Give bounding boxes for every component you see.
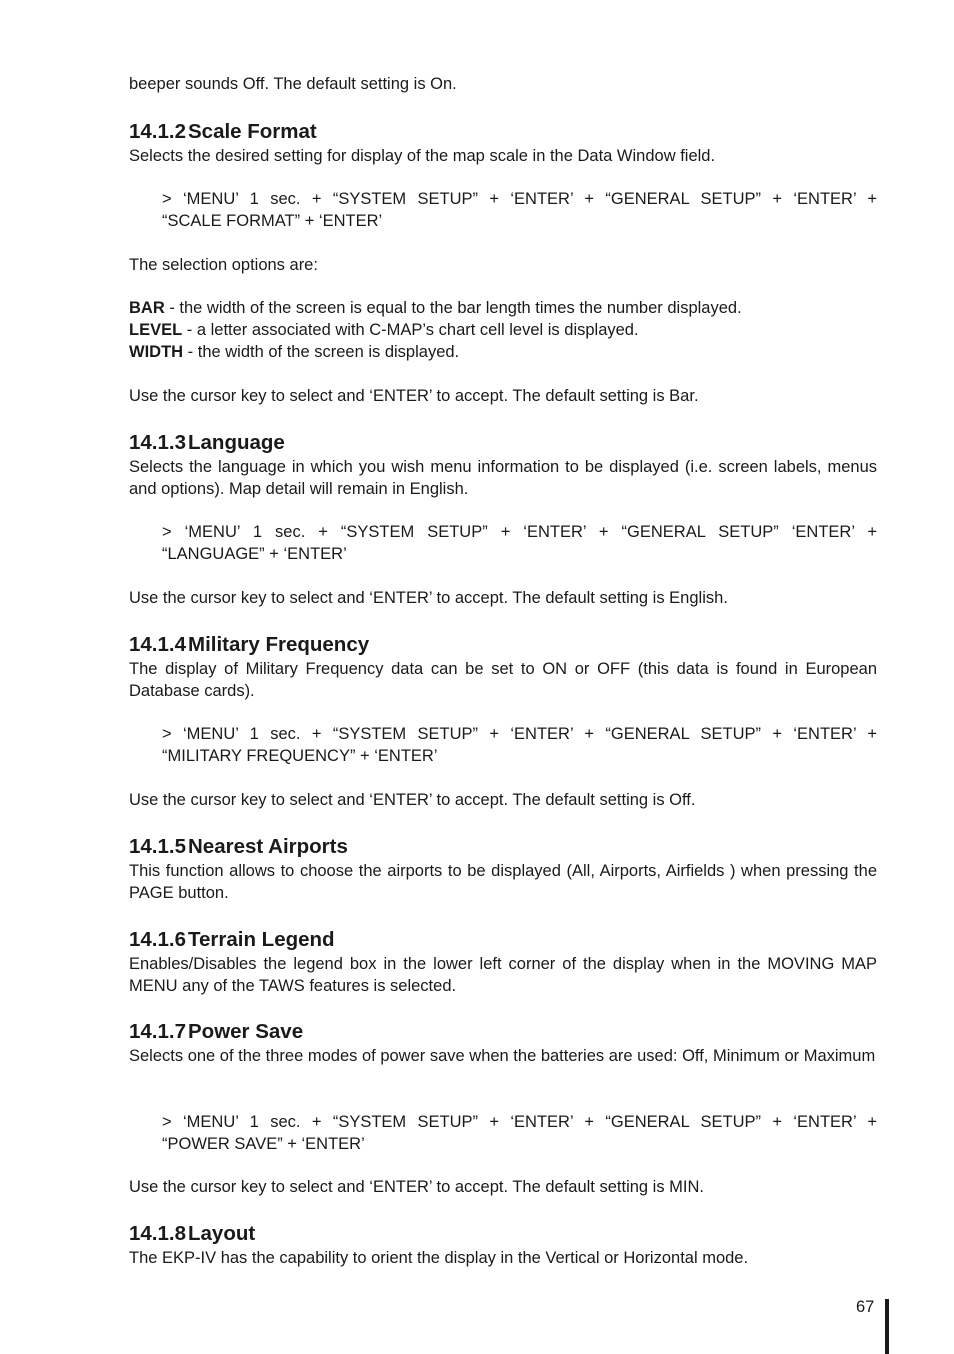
heading-military-frequency: [129, 633, 369, 657]
section-title: Nearest Airports: [188, 835, 348, 858]
section-title: Power Save: [188, 1020, 304, 1043]
power-save-default: Use the cursor key to select and ‘ENTER’ to accept. The default setting is MIN.: [129, 1178, 705, 1196]
heading-terrain-legend: [129, 928, 335, 952]
military-frequency-command: [162, 723, 877, 767]
section-title: Layout: [188, 1222, 256, 1245]
heading-language: [129, 431, 285, 455]
option-bar: [129, 297, 877, 319]
option-term: LEVEL: [129, 321, 183, 339]
scale-format-command: [162, 188, 877, 232]
layout-desc: The EKP-IV has the capability to orient the display in the Vertical or Horizontal mode.: [129, 1249, 749, 1267]
option-text: - the width of the screen is equal to the bar length times the number displayed.: [164, 299, 742, 317]
section-title: Language: [188, 431, 285, 454]
section-number: 14.1.8: [129, 1222, 186, 1245]
section-number: 14.1.3: [129, 431, 186, 454]
scale-format-options-intro: The selection options are:: [129, 256, 318, 274]
command-line-1: > ‘MENU’ 1 sec. + “SYSTEM SETUP” + ‘ENTER’ + “GENERAL SETUP” ‘ENTER’ +: [162, 523, 877, 541]
command-line-2: “SCALE FORMAT” + ‘ENTER’: [162, 212, 383, 230]
power-save-desc: Selects one of the three modes of power save when the batteries are used: Off, Minimum or Maximum: [129, 1047, 876, 1065]
section-number: 14.1.6: [129, 928, 186, 951]
command-line-2: “MILITARY FREQUENCY” + ‘ENTER’: [162, 747, 438, 765]
terrain-legend-desc: Enables/Disables the legend box in the lower left corner of the display when in the MOVING MAP MENU any of the TAWS features is selected.: [129, 955, 877, 995]
heading-nearest-airports: [129, 835, 348, 859]
command-line-2: “LANGUAGE” + ‘ENTER’: [162, 545, 347, 563]
heading-layout: [129, 1222, 255, 1246]
language-default: Use the cursor key to select and ‘ENTER’ to accept. The default setting is English.: [129, 589, 728, 607]
option-term: BAR: [129, 299, 165, 317]
section-title: Military Frequency: [188, 633, 370, 656]
option-text: - the width of the screen is displayed.: [183, 343, 460, 361]
option-level: [129, 319, 877, 341]
command-line-2: “POWER SAVE” + ‘ENTER’: [162, 1135, 365, 1153]
scale-format-default: Use the cursor key to select and ‘ENTER’ to accept. The default setting is Bar.: [129, 387, 699, 405]
page-edge-bar: [885, 1299, 889, 1354]
nearest-airports-desc: This function allows to choose the airports to be displayed (All, Airports, Airfields ) when pressing the PAGE button.: [129, 862, 877, 902]
intro-tail: beeper sounds Off. The default setting is On.: [129, 75, 457, 93]
section-number: 14.1.7: [129, 1020, 186, 1043]
language-command: [162, 521, 877, 565]
section-title: Scale Format: [188, 120, 317, 143]
military-frequency-default: Use the cursor key to select and ‘ENTER’ to accept. The default setting is Off.: [129, 791, 696, 809]
page-number: 67: [856, 1298, 875, 1316]
command-line-1: > ‘MENU’ 1 sec. + “SYSTEM SETUP” + ‘ENTER’ + “GENERAL SETUP” + ‘ENTER’ +: [162, 190, 877, 208]
section-title: Terrain Legend: [188, 928, 335, 951]
option-text: - a letter associated with C-MAP’s chart cell level is displayed.: [182, 321, 639, 339]
scale-format-desc: Selects the desired setting for display of the map scale in the Data Window field.: [129, 147, 716, 165]
option-term: WIDTH: [129, 343, 184, 361]
military-frequency-desc: The display of Military Frequency data can be set to ON or OFF (this data is found in European Database cards).: [129, 660, 877, 700]
command-line-1: > ‘MENU’ 1 sec. + “SYSTEM SETUP” + ‘ENTER’ + “GENERAL SETUP” + ‘ENTER’ +: [162, 1113, 877, 1131]
command-line-1: > ‘MENU’ 1 sec. + “SYSTEM SETUP” + ‘ENTER’ + “GENERAL SETUP” + ‘ENTER’ +: [162, 725, 877, 743]
heading-power-save: [129, 1020, 303, 1044]
section-number: 14.1.5: [129, 835, 186, 858]
power-save-command: [162, 1111, 877, 1155]
section-number: 14.1.4: [129, 633, 186, 656]
language-desc: Selects the language in which you wish menu information to be displayed (i.e. screen labels, menus and options). Map detail will remain in English.: [129, 458, 877, 498]
section-number: 14.1.2: [129, 120, 186, 143]
heading-scale-format: [129, 120, 317, 144]
option-width: [129, 341, 877, 363]
